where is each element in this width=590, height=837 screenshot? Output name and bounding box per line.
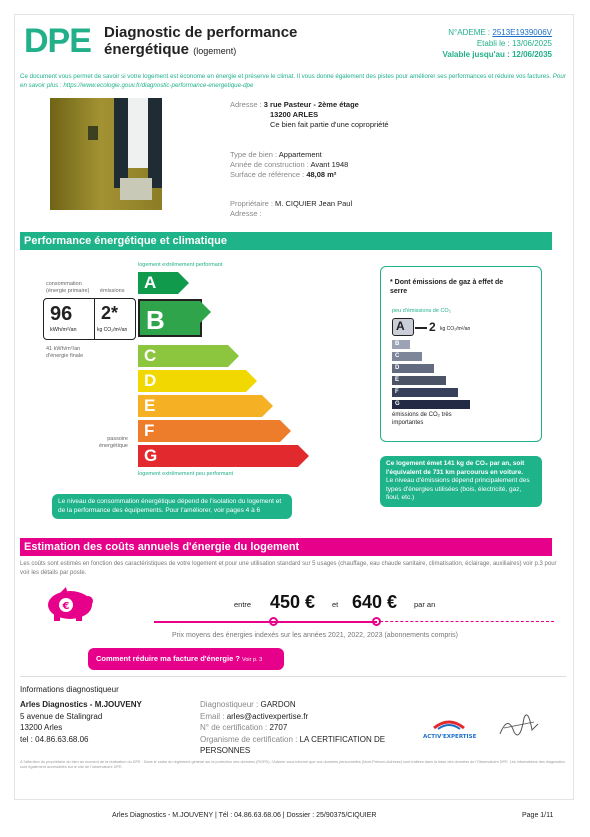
cost-low: 450 € [270, 592, 316, 612]
ges-class-g: G [392, 400, 470, 409]
bottom-performance-label: logement extrêmement peu performant [138, 471, 234, 477]
intro-body: Ce document vous permet de savoir si votre logement est économe en énergie et préserve le climat. Il vous donne également des pistes pour améliorer ses performances et réduire vos factures. [20, 73, 552, 80]
ges-class-f: F [392, 388, 458, 397]
emissions-unit: kg CO₂/m²/an [97, 327, 128, 333]
top-performance-label: logement extrêmement performant [138, 262, 223, 268]
diagnostician-section-title: Informations diagnostiqueur [20, 685, 119, 694]
diag-email-label: Email : [200, 711, 225, 721]
diag-org-label: Organisme de certification : [200, 734, 298, 744]
cost-between: entre [234, 600, 252, 609]
energy-class-a: A [138, 272, 178, 294]
ademe-number-row [442, 27, 552, 38]
score-box [43, 298, 136, 340]
ges-class-b: B [392, 340, 410, 349]
header-meta [442, 27, 552, 60]
emissions-label: émissions [100, 288, 125, 294]
address-line-2: 13200 ARLES [270, 110, 319, 119]
cost-range-left [154, 621, 274, 623]
legal-notice: À l'attention du propriétaire du bien au moment de la réalisation du DPE : Dans le cadre du règlement général sur la protection des données (RGPD), l'Ademe vous informe que vos données personnelles (Nom-Prénom-Adresse) sont traitées dans la base des données de l'Observatoire DPE. Les informations des diagnostics sont également accessibles sur le site de l'observatoire DPE. [20, 760, 565, 769]
logo-text: ACTIV'EXPERTISE [423, 734, 477, 740]
valid-until-date: Valable jusqu'au : 12/06/2035 [442, 50, 552, 59]
established-date: Etabli le : 13/06/2025 [476, 39, 552, 48]
diag-name-value: GARDON [260, 700, 296, 709]
title-suffix: (logement) [193, 46, 237, 56]
property-photo [50, 98, 162, 210]
surface-value: 48,08 m² [306, 170, 337, 179]
piggy-bank-icon [42, 585, 98, 623]
cost-per-year: par an [414, 600, 436, 609]
ges-class-e: E [392, 376, 446, 385]
ges-bottom-label: émissions de CO₂ très importantes [392, 412, 452, 426]
passoire-label: passoire énergétique [98, 436, 128, 449]
intro-link[interactable]: Pour en savoir plus : https://www.ecologie.gouv.fr/diagnostic-performance-energetique-dpe [20, 73, 566, 89]
performance-note: Le niveau de consommation énergétique dépend de l'isolation du logement et de la performance des équipements. Pour l'améliorer, voir pages 4 à 6 [52, 494, 292, 519]
consumption-label: consommation (énergie primaire) [46, 281, 90, 294]
ges-top-label: peu d'émissions de CO₂ [392, 308, 451, 314]
diag-org-value: LA CERTIFICATION DE PERSONNES [200, 734, 386, 755]
energy-class-b-current: B [138, 299, 202, 337]
energy-class-d: D [138, 370, 246, 392]
owner-label: Propriétaire : [230, 199, 273, 208]
company-phone: tel : 04.86.63.68.06 [20, 734, 89, 744]
ges-note-emissions: Ce logement émet 141 kg de CO₂ par an, soit l'équivalent de 731 km parcourus en voiture. [386, 460, 525, 476]
diag-cert-label: N° de certification : [200, 723, 268, 732]
intro-text [20, 72, 568, 90]
cost-range-fill [269, 621, 377, 623]
ges-class-c: C [392, 352, 422, 361]
footer-info: Arles Diagnostics - M.JOUVENY | Tél : 04.86.63.68.06 | Dossier : 25/90375/CIQUIER [112, 812, 377, 819]
consumption-value: 96 [50, 303, 73, 325]
document-title [104, 24, 297, 60]
energy-class-c: C [138, 345, 228, 367]
type-value: Appartement [278, 150, 322, 159]
final-energy-label: 41 kWh/m²/an d'énergie finale [46, 346, 84, 359]
ademe-label: N°ADEME : [448, 28, 491, 37]
signature [494, 704, 544, 744]
company-city: 13200 Arles [20, 723, 63, 732]
energy-class-g: G [138, 445, 298, 467]
tip-page: Voir p. 3 [242, 657, 263, 663]
diag-name-label: Diagnostiqueur : [200, 700, 259, 709]
activ-expertise-logo [420, 716, 478, 742]
owner-block [230, 199, 352, 219]
consumption-unit: kWh/m²/an [50, 327, 77, 333]
title-line-1: Diagnostic de performance [104, 24, 298, 41]
address-block [230, 100, 389, 130]
costs-section-title: Estimation des coûts annuels d'énergie du logement [20, 538, 552, 556]
dpe-logo: DPE [24, 22, 91, 60]
reduce-bill-tip[interactable] [88, 648, 284, 670]
svg-text:€: € [62, 601, 70, 612]
diag-cert-value: 2707 [269, 723, 288, 732]
owner-value: M. CIQUIER Jean Paul [275, 199, 353, 208]
address-line-1: 3 rue Pasteur - 2ème étage [263, 100, 359, 109]
diagnostician-details [200, 699, 418, 757]
prices-note: Prix moyens des énergies indexés sur les années 2021, 2022, 2023 (abonnements compris) [172, 632, 458, 639]
ges-value: 2 [429, 320, 436, 334]
tip-text: Comment réduire ma facture d'énergie ? [96, 654, 240, 663]
type-label: Type de bien : [230, 150, 278, 159]
address-label: Adresse : [230, 100, 262, 109]
ges-unit: kg CO₂/m²/an [440, 326, 471, 332]
owner-address-label: Adresse : [230, 209, 262, 218]
company-name: Arles Diagnostics - M.JOUVENY [20, 700, 142, 709]
page-number: Page 1/11 [522, 812, 554, 819]
energy-class-f: F [138, 420, 280, 442]
ges-note [380, 456, 542, 507]
ges-note-detail: Le niveau d'émissions dépend principalement des types d'énergies utilisées (bois, électricité, gaz, fioul, etc.) [386, 477, 530, 501]
cost-high: 640 € [352, 592, 398, 612]
ges-pointer-line [415, 327, 427, 329]
cost-and: et [332, 600, 339, 609]
ges-class-a-current: A [392, 318, 414, 336]
year-value: Avant 1948 [310, 160, 349, 169]
emissions-value: 2* [101, 303, 119, 323]
company-street: 5 avenue de Stalingrad [20, 711, 103, 721]
performance-section-title: Performance énergétique et climatique [20, 232, 552, 250]
ges-title: * Dont émissions de gaz à effet de serre [390, 279, 504, 295]
energy-class-e: E [138, 395, 262, 417]
costs-description: Les coûts sont estimés en fonction des caractéristiques de votre logement et pour une utilisation standard sur 5 usages (chauffage, eau chaude sanitaire, climatisation, éclairage, auxiliaires) voir p.3 pour voir les détails par poste. [20, 561, 557, 576]
title-line-2-text: énergétique [104, 41, 190, 58]
ges-class-d: D [392, 364, 434, 373]
diagnostician-company-block [20, 699, 142, 745]
title-line-2 [104, 41, 297, 60]
address-line-3: Ce bien fait partie d'une copropriété [270, 120, 389, 129]
property-details [230, 150, 348, 180]
year-label: Année de construction : [230, 160, 309, 169]
ademe-number-link[interactable]: 2513E1939006V [492, 28, 552, 37]
divider [20, 676, 566, 677]
surface-label: Surface de référence : [230, 170, 305, 179]
diag-email-value[interactable]: arles@activexpertise.fr [226, 711, 309, 721]
